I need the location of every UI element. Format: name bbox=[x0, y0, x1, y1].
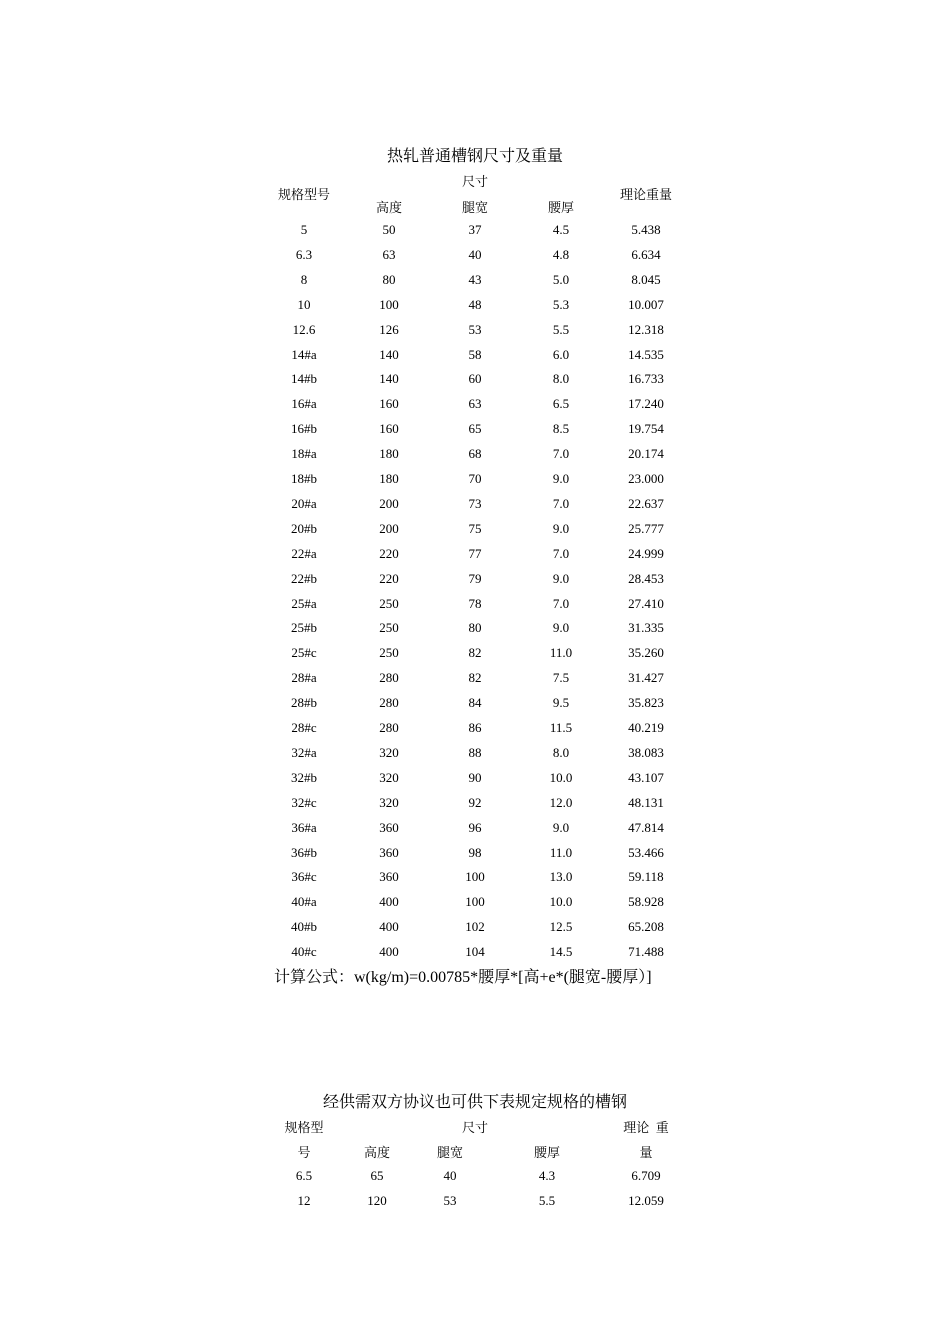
leg-width-cell: 102 bbox=[465, 919, 485, 935]
t2-header-spec-line1: 规格型 bbox=[284, 1120, 324, 1135]
weight-cell: 47.814 bbox=[628, 819, 664, 835]
table1-row bbox=[0, 845, 950, 870]
table1-row bbox=[0, 795, 950, 820]
table1-row bbox=[0, 322, 950, 347]
leg-width-cell: 78 bbox=[468, 595, 482, 611]
web-thickness-cell: 5.3 bbox=[552, 296, 570, 312]
height-cell: 280 bbox=[379, 695, 399, 711]
height-cell: 160 bbox=[379, 421, 399, 437]
web-thickness-cell: 6.5 bbox=[552, 396, 570, 412]
spec-cell: 20#b bbox=[291, 520, 317, 536]
height-cell: 80 bbox=[382, 271, 396, 287]
weight-cell: 23.000 bbox=[628, 471, 664, 486]
leg-width-cell: 104 bbox=[465, 944, 485, 960]
height-cell: 160 bbox=[379, 396, 399, 412]
web-thickness-cell: 9.0 bbox=[552, 819, 570, 835]
spec-cell: 25#a bbox=[291, 595, 317, 611]
weight-cell: 24.999 bbox=[628, 545, 664, 561]
weight-cell: 16.733 bbox=[628, 371, 664, 387]
table1-title: 热轧普通槽钢尺寸及重量 bbox=[386, 148, 563, 165]
height-cell: 126 bbox=[379, 321, 399, 337]
table1-row bbox=[0, 695, 950, 720]
weight-cell: 31.335 bbox=[628, 620, 664, 636]
leg-width-cell: 75 bbox=[468, 520, 482, 536]
spec-cell: 40#a bbox=[291, 894, 317, 910]
spec-cell: 6.5 bbox=[295, 1168, 313, 1183]
header-height: 高度 bbox=[375, 200, 402, 215]
table1-row bbox=[0, 496, 950, 521]
height-cell: 320 bbox=[379, 794, 399, 810]
web-thickness-cell: 10.0 bbox=[549, 894, 573, 910]
leg-width-cell: 98 bbox=[468, 844, 482, 860]
t2-header-weight-line1: 理论 重 bbox=[623, 1120, 669, 1135]
web-thickness-cell: 4.5 bbox=[552, 222, 570, 237]
weight-cell: 48.131 bbox=[628, 794, 664, 810]
web-thickness-cell: 11.0 bbox=[549, 645, 573, 661]
table1-row bbox=[0, 521, 950, 546]
table2-row bbox=[0, 1168, 950, 1193]
table1-row bbox=[0, 396, 950, 421]
table1-row bbox=[0, 745, 950, 770]
weight-cell: 38.083 bbox=[628, 744, 664, 760]
weight-cell: 59.118 bbox=[628, 869, 664, 885]
table2-row bbox=[0, 1193, 950, 1218]
header-web-thickness: 腰厚 bbox=[547, 200, 574, 215]
height-cell: 400 bbox=[379, 919, 399, 935]
spec-cell: 12.6 bbox=[292, 321, 316, 337]
leg-width-cell: 80 bbox=[468, 620, 482, 636]
spec-cell: 6.3 bbox=[295, 246, 313, 262]
t2-header-spec-line2: 号 bbox=[297, 1145, 311, 1160]
spec-cell: 16#b bbox=[291, 421, 317, 437]
web-thickness-cell: 11.5 bbox=[549, 720, 573, 735]
table1-row bbox=[0, 596, 950, 621]
leg-width-cell: 88 bbox=[468, 744, 482, 760]
web-thickness-cell: 11.0 bbox=[549, 844, 573, 860]
weight-cell: 31.427 bbox=[628, 670, 664, 686]
weight-cell: 53.466 bbox=[628, 844, 664, 860]
spec-cell: 36#a bbox=[291, 819, 317, 835]
leg-width-cell: 63 bbox=[468, 396, 482, 412]
spec-cell: 8 bbox=[300, 271, 308, 287]
height-cell: 100 bbox=[379, 296, 399, 312]
weight-cell: 19.754 bbox=[628, 421, 664, 437]
height-cell: 200 bbox=[379, 520, 399, 536]
table1-row bbox=[0, 645, 950, 670]
leg-width-cell: 70 bbox=[468, 471, 482, 486]
table1-row bbox=[0, 571, 950, 596]
table1-row bbox=[0, 247, 950, 272]
table1-row bbox=[0, 770, 950, 795]
height-cell: 180 bbox=[379, 471, 399, 486]
leg-width-cell: 90 bbox=[468, 769, 482, 785]
web-thickness-cell: 8.5 bbox=[552, 421, 570, 437]
leg-width-cell: 92 bbox=[468, 794, 482, 810]
web-thickness-cell: 10.0 bbox=[549, 769, 573, 785]
web-thickness-cell: 7.0 bbox=[552, 545, 570, 561]
spec-cell: 18#a bbox=[291, 446, 317, 462]
weight-cell: 8.045 bbox=[631, 271, 661, 287]
t2-header-dimensions: 尺寸 bbox=[461, 1120, 488, 1135]
weight-cell: 65.208 bbox=[628, 919, 664, 935]
table1-row bbox=[0, 222, 950, 247]
height-cell: 180 bbox=[379, 446, 399, 462]
weight-cell: 35.823 bbox=[628, 695, 664, 711]
header-dimensions: 尺寸 bbox=[461, 174, 488, 189]
height-cell: 360 bbox=[379, 819, 399, 835]
spec-cell: 36#b bbox=[291, 844, 317, 860]
height-cell: 140 bbox=[379, 371, 399, 387]
spec-cell: 20#a bbox=[291, 495, 317, 511]
leg-width-cell: 40 bbox=[443, 1168, 457, 1183]
weight-cell: 12.059 bbox=[628, 1193, 664, 1208]
leg-width-cell: 53 bbox=[468, 321, 482, 337]
height-cell: 220 bbox=[379, 545, 399, 561]
leg-width-cell: 82 bbox=[468, 645, 482, 661]
height-cell: 200 bbox=[379, 495, 399, 511]
web-thickness-cell: 13.0 bbox=[549, 869, 573, 885]
spec-cell: 32#a bbox=[291, 744, 317, 760]
web-thickness-cell: 9.0 bbox=[552, 570, 570, 586]
table1-row bbox=[0, 670, 950, 695]
spec-cell: 5 bbox=[300, 222, 308, 237]
leg-width-cell: 84 bbox=[468, 695, 482, 711]
weight-cell: 22.637 bbox=[628, 495, 664, 511]
weight-cell: 6.709 bbox=[631, 1168, 661, 1183]
web-thickness-cell: 4.8 bbox=[552, 246, 570, 262]
leg-width-cell: 48 bbox=[468, 296, 482, 312]
leg-width-cell: 82 bbox=[468, 670, 482, 686]
leg-width-cell: 86 bbox=[468, 720, 482, 735]
table1-row bbox=[0, 869, 950, 894]
height-cell: 140 bbox=[379, 346, 399, 362]
leg-width-cell: 100 bbox=[465, 894, 485, 910]
leg-width-cell: 60 bbox=[468, 371, 482, 387]
web-thickness-cell: 12.5 bbox=[549, 919, 573, 935]
height-cell: 320 bbox=[379, 769, 399, 785]
leg-width-cell: 79 bbox=[468, 570, 482, 586]
spec-cell: 22#a bbox=[291, 545, 317, 561]
web-thickness-cell: 8.0 bbox=[552, 371, 570, 387]
t2-header-web-thickness: 腰厚 bbox=[533, 1145, 560, 1160]
spec-cell: 14#a bbox=[291, 346, 317, 362]
web-thickness-cell: 12.0 bbox=[549, 794, 573, 810]
spec-cell: 32#c bbox=[291, 794, 317, 810]
web-thickness-cell: 14.5 bbox=[549, 944, 573, 960]
table1-row bbox=[0, 720, 950, 745]
header-theoretical-weight: 理论重量 bbox=[619, 187, 672, 202]
height-cell: 360 bbox=[379, 844, 399, 860]
height-cell: 250 bbox=[379, 595, 399, 611]
header-leg-width: 腿宽 bbox=[461, 200, 488, 215]
t2-header-leg-width: 腿宽 bbox=[436, 1145, 463, 1160]
weight-cell: 10.007 bbox=[628, 296, 664, 312]
spec-cell: 25#c bbox=[291, 645, 317, 661]
web-thickness-cell: 9.0 bbox=[552, 471, 570, 486]
spec-cell: 25#b bbox=[291, 620, 317, 636]
weight-cell: 14.535 bbox=[628, 346, 664, 362]
leg-width-cell: 73 bbox=[468, 495, 482, 511]
height-cell: 120 bbox=[367, 1193, 387, 1208]
spec-cell: 10 bbox=[297, 296, 311, 312]
table1-row bbox=[0, 446, 950, 471]
spec-cell: 40#c bbox=[291, 944, 317, 960]
weight-cell: 58.928 bbox=[628, 894, 664, 910]
table1-row bbox=[0, 297, 950, 322]
spec-cell: 18#b bbox=[291, 471, 317, 486]
weight-cell: 27.410 bbox=[628, 595, 664, 611]
table2-title: 经供需双方协议也可供下表规定规格的槽钢 bbox=[322, 1094, 627, 1111]
height-cell: 320 bbox=[379, 744, 399, 760]
spec-cell: 28#b bbox=[291, 695, 317, 711]
table1-row bbox=[0, 894, 950, 919]
web-thickness-cell: 5.5 bbox=[538, 1193, 556, 1208]
leg-width-cell: 100 bbox=[465, 869, 485, 885]
table1-row bbox=[0, 620, 950, 645]
table1-row bbox=[0, 421, 950, 446]
leg-width-cell: 40 bbox=[468, 246, 482, 262]
table1-row bbox=[0, 919, 950, 944]
leg-width-cell: 68 bbox=[468, 446, 482, 462]
height-cell: 400 bbox=[379, 894, 399, 910]
header-spec: 规格型号 bbox=[277, 187, 330, 202]
weight-cell: 25.777 bbox=[628, 520, 664, 536]
height-cell: 280 bbox=[379, 670, 399, 686]
web-thickness-cell: 5.0 bbox=[552, 271, 570, 287]
leg-width-cell: 96 bbox=[468, 819, 482, 835]
height-cell: 50 bbox=[382, 222, 396, 237]
spec-cell: 36#c bbox=[291, 869, 317, 885]
weight-cell: 35.260 bbox=[628, 645, 664, 661]
height-cell: 65 bbox=[370, 1168, 384, 1183]
web-thickness-cell: 7.0 bbox=[552, 495, 570, 511]
weight-cell: 40.219 bbox=[628, 720, 664, 735]
height-cell: 280 bbox=[379, 720, 399, 735]
web-thickness-cell: 7.0 bbox=[552, 446, 570, 462]
t2-header-weight-line2: 量 bbox=[639, 1145, 653, 1160]
height-cell: 360 bbox=[379, 869, 399, 885]
weight-cell: 20.174 bbox=[628, 446, 664, 462]
weight-cell: 6.634 bbox=[631, 246, 661, 262]
weight-cell: 17.240 bbox=[628, 396, 664, 412]
spec-cell: 14#b bbox=[291, 371, 317, 387]
web-thickness-cell: 9.5 bbox=[552, 695, 570, 711]
weight-cell: 71.488 bbox=[628, 944, 664, 960]
spec-cell: 28#c bbox=[291, 720, 317, 735]
table1-row bbox=[0, 347, 950, 372]
web-thickness-cell: 9.0 bbox=[552, 620, 570, 636]
web-thickness-cell: 7.5 bbox=[552, 670, 570, 686]
leg-width-cell: 77 bbox=[468, 545, 482, 561]
web-thickness-cell: 6.0 bbox=[552, 346, 570, 362]
leg-width-cell: 43 bbox=[468, 271, 482, 287]
weight-cell: 5.438 bbox=[631, 222, 661, 237]
height-cell: 250 bbox=[379, 620, 399, 636]
leg-width-cell: 37 bbox=[468, 222, 482, 237]
table1-row bbox=[0, 820, 950, 845]
table1-row bbox=[0, 371, 950, 396]
table1-row bbox=[0, 471, 950, 496]
height-cell: 220 bbox=[379, 570, 399, 586]
web-thickness-cell: 9.0 bbox=[552, 520, 570, 536]
height-cell: 400 bbox=[379, 944, 399, 960]
t2-header-height: 高度 bbox=[363, 1145, 390, 1160]
height-cell: 250 bbox=[379, 645, 399, 661]
height-cell: 63 bbox=[382, 246, 396, 262]
spec-cell: 16#a bbox=[291, 396, 317, 412]
table1-row bbox=[0, 272, 950, 297]
web-thickness-cell: 4.3 bbox=[538, 1168, 556, 1183]
leg-width-cell: 58 bbox=[468, 346, 482, 362]
spec-cell: 32#b bbox=[291, 769, 317, 785]
web-thickness-cell: 5.5 bbox=[552, 321, 570, 337]
web-thickness-cell: 8.0 bbox=[552, 744, 570, 760]
weight-cell: 28.453 bbox=[628, 570, 664, 586]
table1-row bbox=[0, 546, 950, 571]
leg-width-cell: 65 bbox=[468, 421, 482, 437]
spec-cell: 12 bbox=[297, 1193, 311, 1208]
leg-width-cell: 53 bbox=[443, 1193, 457, 1208]
weight-formula: 计算公式：w(kg/m)=0.00785*腰厚*[高+e*(腿宽-腰厚）] bbox=[274, 969, 652, 986]
weight-cell: 43.107 bbox=[628, 769, 664, 785]
web-thickness-cell: 7.0 bbox=[552, 595, 570, 611]
spec-cell: 40#b bbox=[291, 919, 317, 935]
spec-cell: 28#a bbox=[291, 670, 317, 686]
spec-cell: 22#b bbox=[291, 570, 317, 586]
weight-cell: 12.318 bbox=[628, 321, 664, 337]
